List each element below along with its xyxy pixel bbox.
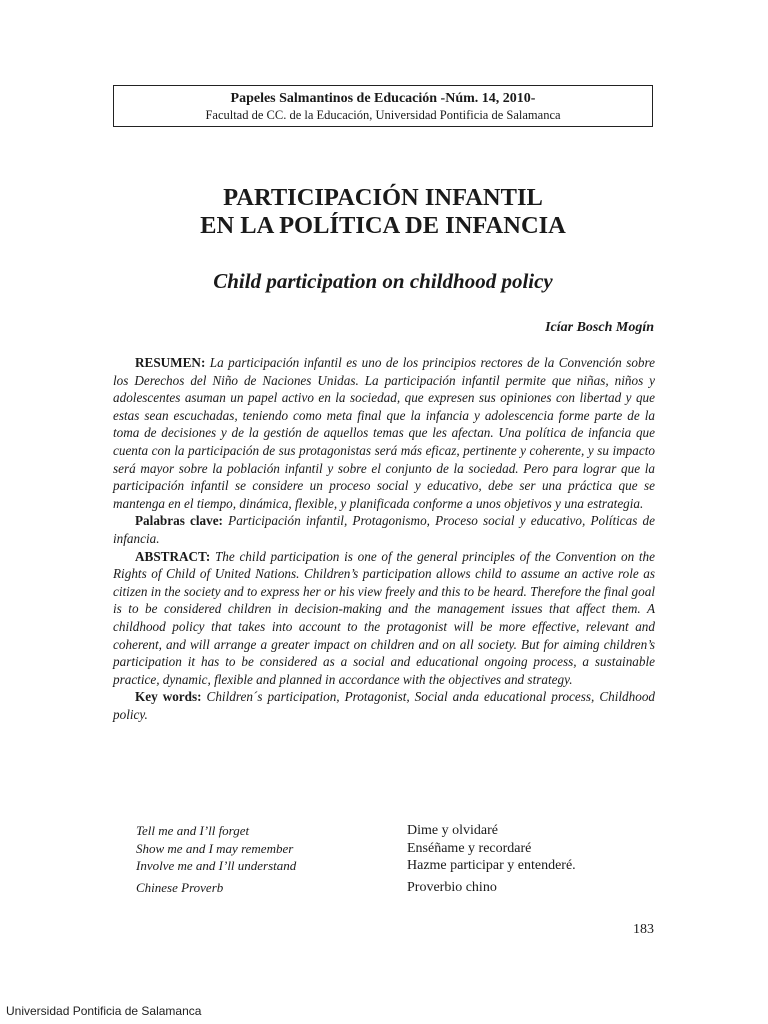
proverb-en-line: Show me and I may remember [136, 840, 294, 856]
proverb-es-line: Hazme participar y entenderé. [407, 858, 576, 873]
page-number: 183 [633, 922, 654, 937]
proverb-en-line: Tell me and I’ll forget [136, 823, 250, 838]
resumen-text: La participación infantil es uno de los principios rectores de la Convención sobre los Derechos del Niño de Naciones Unidas. La participación infantil permite que niñas, niños y adolescentes asuman un papel activo en la sociedad, que expresen sus opiniones con libertad y que estas sean escuchadas, teniendo como meta final que la infancia y adolescencia forme parte de la toma de decisiones y de la gestión de aquellos temas que les afectan. Una política de infancia que cuenta con la participación de sus protagonistas será más eficaz, pertinente y coherente, y su impacto será mayor sobre la población infantil y sobre el conjunto de la sociedad. Pero para lograr que la participación infantil se considere un proceso social y educativo, debe ser una práctica que se mantenga en el tiempo, dinámica, flexible, y planificada conforme a unos objetivos y una estrategia. [113, 355, 656, 511]
journal-title: Papeles Salmantinos de Educación -Núm. 14, 2010- [230, 91, 536, 106]
proverb-en-line: Involve me and I’ll understand [136, 858, 297, 873]
epigraph-proverb [136, 822, 656, 896]
palabras-clave-paragraph [113, 512, 655, 547]
resumen-label: RESUMEN: [135, 355, 206, 370]
article-title [113, 184, 653, 240]
journal-header-box [113, 85, 653, 127]
keywords-paragraph [113, 688, 655, 723]
keywords-label: Key words: [135, 689, 202, 705]
proverb-line [136, 857, 656, 875]
proverb-es-line: Enséñame y recordaré [407, 840, 532, 856]
faculty-name: Facultad de CC. de la Educación, Universidad Pontificia de Salamanca [205, 108, 561, 122]
resumen-paragraph [113, 354, 655, 512]
proverb-line [136, 822, 656, 840]
abstract-label: ABSTRACT: [135, 548, 211, 564]
author-name: Icíar Bosch Mogín [545, 320, 654, 335]
proverb-es-line: Dime y olvidaré [407, 823, 498, 838]
proverb-es-attribution: Proverbio chino [407, 879, 497, 895]
proverb-en-attribution: Chinese Proverb [136, 879, 224, 895]
article-subtitle: Child participation on childhood policy [213, 269, 553, 293]
abstract-section [113, 354, 655, 723]
proverb-attribution [136, 879, 656, 897]
abstract-text: The child participation is one of the general principles of the Convention on the Rights of Child of United Nations. Children’s participation allows child to assume an active role as citizen in the society and to express her or his view freely and this to be heard. Therefore the final goal is to be considered children in decision-making and the management issues that affect them. A childhood policy that takes into account to the protagonist will be more effective, relevant and coherent, and will arrange a greater impact on children and on all society. But for aiming children’s participation it has to be considered as a social and educational ongoing process, a sustainable practice, dynamic, flexible and planned in accordance with the objectives and strategy. [113, 548, 655, 687]
palabras-clave-label: Palabras clave: [135, 513, 223, 529]
title-line-1: PARTICIPACIÓN INFANTIL [223, 184, 543, 211]
keywords-text: Children´s participation, Protagonist, Social anda educational process, Childhood policy. [113, 689, 656, 722]
title-line-2: EN LA POLÍTICA DE INFANCIA [200, 212, 566, 239]
footer-watermark: Universidad Pontificia de Salamanca [6, 1004, 202, 1018]
abstract-paragraph [113, 548, 655, 689]
proverb-line [136, 840, 656, 858]
palabras-clave-text: Participación infantil, Protagonismo, Proceso social y educativo, Políticas de infancia. [113, 513, 655, 546]
